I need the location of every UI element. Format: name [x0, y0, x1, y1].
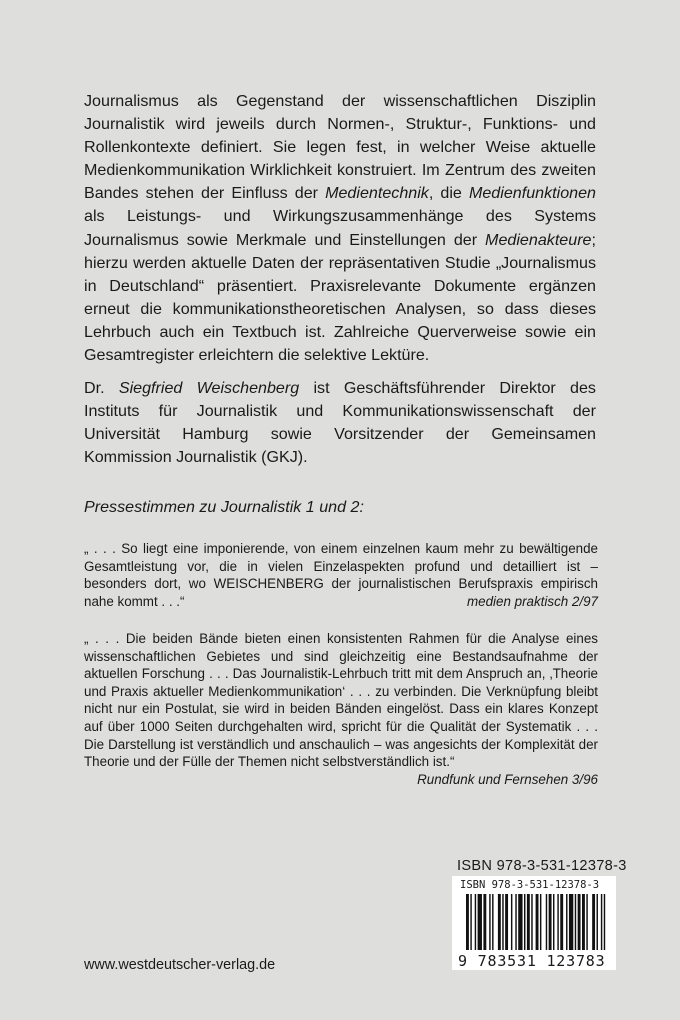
quote-text: „ . . . Die beiden Bände bieten einen konsistenten Rahmen für die Analyse eines wissenschaftlichen Gebietes und sind gleichzeitig eine Bestandsaufnahme der aktuellen Forschung . . . Das Journalistik-Lehrbuch tritt mit dem Anspruch an, ‚Theorie und Praxis aktueller Medienkommunikation‘ . . . zu verbinden. Die Verknüpfung bleibt nicht nur ein Postulat, sie wird in beiden Bänden eingelöst. Dass ein klares Konzept auf über 1000 Seiten durchgehalten wird, spricht für die Qualität der Systematik . . . Die Darstellung ist verständlich und anschaulich – was angesichts der Komplexität der Theorie und der Fülle der Themen nicht selbstverständlich ist.“ — [84, 631, 598, 770]
press-heading: Pressestimmen zu Journalistik 1 und 2: — [84, 498, 364, 516]
description-text-2: , die — [428, 184, 469, 203]
publisher-website: www.westdeutscher-verlag.de — [84, 957, 276, 973]
description-emphasis-2: Medienfunktionen — [468, 184, 596, 203]
author-name: Siegfried Weischenberg — [118, 379, 300, 397]
description-paragraph — [84, 90, 596, 367]
barcode-digits: 9 783531 123783 — [458, 952, 606, 970]
quote-text: „ . . . So liegt eine imponierende, von einem einzelnen kaum mehr zu bewältigende Gesamtleistung vor, die in vielen Einzelaspekten profund und detailliert ist – besonders dort, wo WEISCHENBERG der journalistischen Berufspraxis empirisch nahe kommt . . .“ — [84, 541, 598, 609]
description-text-1: Journalismus als Gegenstand der wissenschaftlichen Disziplin Journalistik wird jeweils durch Normen-, Struktur-, Funktions- und Rollenkontexte definiert. Sie legen fest, in welcher Weise aktuelle Medienkommunikation Wirklichkeit konstruiert. Im Zentrum des zweiten Bandes stehen der Einfluss der — [84, 92, 596, 203]
quote-source: medien praktisch 2/97 — [466, 593, 598, 609]
press-quote — [84, 540, 598, 610]
author-bio — [84, 377, 596, 469]
quote-source: Rundfunk und Fernsehen 3/96 — [417, 771, 598, 787]
press-quote — [84, 630, 598, 788]
isbn-label: ISBN 978-3-531-12378-3 — [457, 858, 627, 874]
isbn-barcode — [452, 876, 616, 970]
description-text-3: als Leistungs- und Wirkungszusammenhänge des Systems Journalismus sowie Merkmale und Einstellungen der — [84, 207, 596, 249]
description-emphasis-1: Medientechnik — [325, 184, 429, 203]
author-description: ist Geschäftsführender Direktor des Instituts für Journalistik und Kommunikationswissenschaft der Universität Hamburg sowie Vorsitzender der Gemeinsamen Kommission Journalistik (GKJ). — [84, 379, 596, 467]
barcode-isbn-label: ISBN 978-3-531-12378-3 — [460, 879, 600, 891]
description-emphasis-3: Medienakteure — [485, 230, 592, 249]
description-text-4: ; hierzu werden aktuelle Daten der repräsentativen Studie „Journalismus in Deutschland“ präsentiert. Praxisrelevante Dokumente ergänzen erneut die kommunikationstheoretischen Analysen, so dass dieses Lehrbuch auch ein Textbuch ist. Zahlreiche Querverweise sowie ein Gesamtregister erleichtern die selektive Lektüre. — [84, 230, 596, 365]
author-prefix: Dr. — [84, 379, 119, 397]
